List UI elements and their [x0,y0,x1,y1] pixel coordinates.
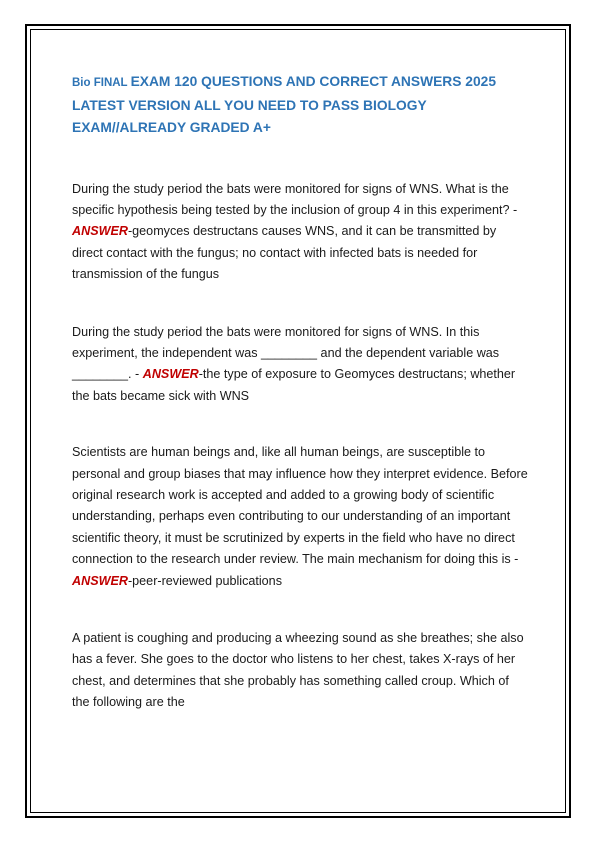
title-prefix: Bio FINAL [72,77,131,89]
document-title [72,71,528,140]
answer-label: ANSWER [72,573,128,588]
answer-text: -peer-reviewed publications [127,573,282,588]
question-text: A patient is coughing and producing a wheezing sound as she breathes; she also has a fever. She goes to the doctor who listens to her chest, takes X-rays of her chest, and determines that she probably has something called croup. Which of the following are the [72,631,524,710]
question-block [72,628,528,714]
answer-label: ANSWER [72,224,128,239]
question-block [72,179,528,286]
answer-label: ANSWER [142,367,199,382]
title-main: EXAM 120 QUESTIONS AND CORRECT ANSWERS 2025 LATEST VERSION ALL YOU NEED TO PASS BIOLOGY EXAM//ALREADY GRADED A+ [72,74,496,135]
question-block [72,322,528,408]
question-text: During the study period the bats were monitored for signs of WNS. What is the specific hypothesis being tested by the inclusion of group 4 in this experiment? - [72,181,518,217]
question-text: During the study period the bats were monitored for signs of WNS. In this experiment, the independent was ________ and the dependent variable was ________. - [72,324,500,382]
answer-text: -the type of exposure to Geomyces destructans; whether the bats became sick with WNS [72,367,516,403]
question-block [72,442,528,592]
document-body [72,71,528,714]
question-text: Scientists are human beings and, like all human beings, are susceptible to personal and group biases that may influence how they interpret evidence. Before original research work is accepted and added to a growing body of scientific understanding, perhaps even contributing to our understanding of an important scientific theory, it must be scrutinized by experts in the field who have no direct connection to the research under review. The main mechanism for doing this is - [72,445,528,567]
answer-text: -geomyces destructans causes WNS, and it can be transmitted by direct contact with the fungus; no contact with infected bats is needed for transmission of the fungus [72,224,497,282]
